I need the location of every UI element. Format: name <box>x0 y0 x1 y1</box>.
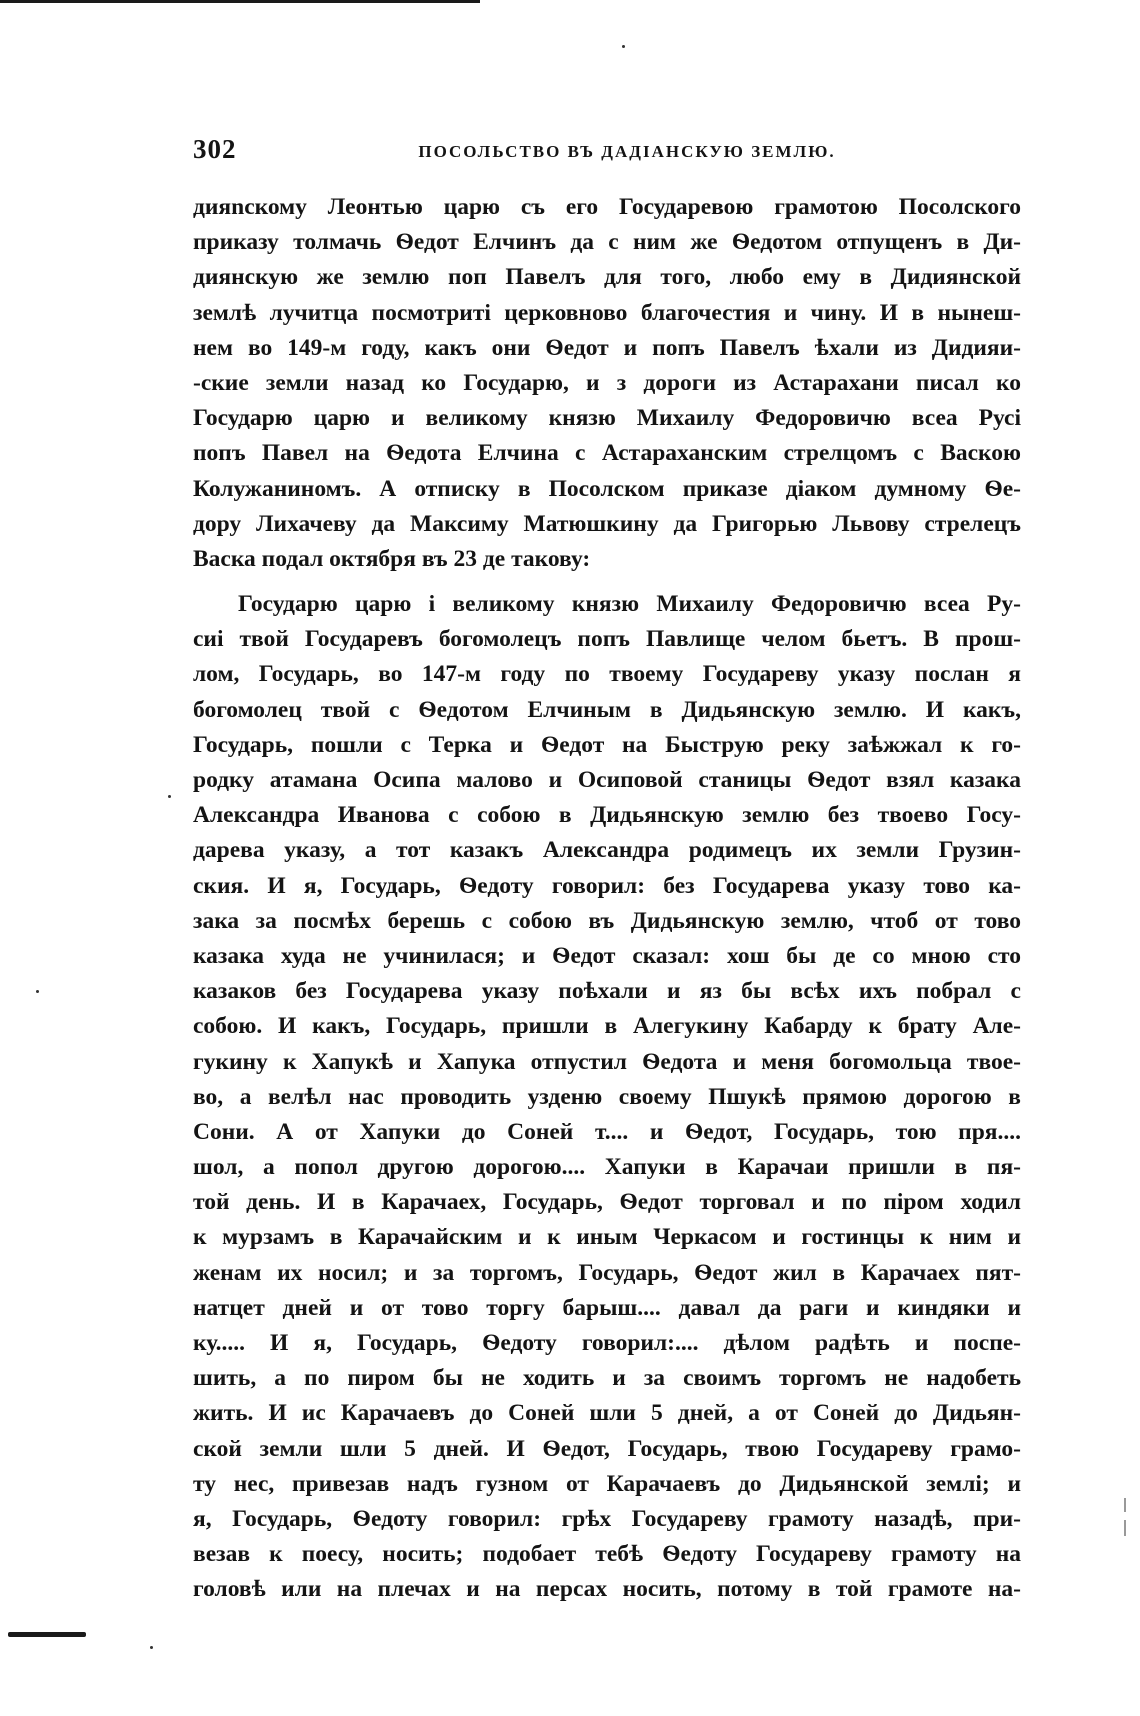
text-line: богомолец твой с Ѳедотом Елчиным в Дидьянскую землю. И какъ, <box>193 696 1021 723</box>
text-line: дияnскому Леонтью царю съ его Государевою грамотою Посолского <box>193 194 1021 220</box>
text-line: приказу толмачь Ѳедот Елчинъ да с ним же Ѳедотом отпущенъ в Ди- <box>193 229 1021 256</box>
text-line: ской земли шли 5 дней. И Ѳедот, Государь, твою Государеву грамо- <box>193 1435 1021 1462</box>
text-line: дору Лихачеву да Максиму Матюшкину да Григорью Львову стрелецъ <box>193 510 1021 537</box>
text-line: ку..... И я, Государь, Ѳедоту говорил:.... дѣлом радѣть и поспе- <box>193 1330 1021 1356</box>
text-line: шить, а по пиром бы не ходить и за своимъ торгомъ не надобеть <box>193 1365 1021 1392</box>
text-line: собою. И какъ, Государь, пришли в Алегукину Кабарду к брату Але- <box>193 1013 1021 1040</box>
scan-speck <box>168 795 171 798</box>
text-line: ския. И я, Государь, Ѳедоту говорил: без Государева указу тово ка- <box>193 872 1021 899</box>
text-line: зака за посмѣх берешь с собою въ Дидьянскую землю, чтоб от тово <box>193 907 1021 934</box>
text-line: сиі твой Государевъ богомолецъ попъ Павлище челом бьетъ. В прош- <box>193 626 1021 653</box>
text-line: ту нес, привезав надъ гузном от Карачаевъ до Дидьянской землі; и <box>193 1470 1021 1497</box>
text-line: к мурзамъ в Карачайским и к иным Черкасом и гостинцы к ним и <box>193 1224 1021 1251</box>
scan-speck <box>36 990 39 993</box>
text-line: Государю царю і великому князю Михаилу Федоровичю всеа Ру- <box>238 591 1021 618</box>
text-line: диянскую же землю поп Павелъ для того, любо ему в Дидиянской <box>193 264 1021 291</box>
scan-mark <box>1124 1498 1126 1512</box>
text-line: -ские земли назад ко Государю, и з дороги из Астарахани писал ко <box>193 369 1021 396</box>
text-line: гукину к Хапукѣ и Хапука отпустил Ѳедота и меня богомольца твое- <box>193 1048 1021 1075</box>
scan-mark <box>1124 1520 1126 1536</box>
text-line: Государю царю и великому князю Михаилу Федоровичю всеа Русі <box>193 405 1021 432</box>
text-line: головѣ или на плечах и на персах носить, потому в той грамоте на- <box>193 1576 1021 1603</box>
scan-speck <box>622 45 625 48</box>
text-line: родку атамана Осипа малово и Осиповой станицы Ѳедот взял казака <box>193 767 1021 793</box>
scan-mark-dash <box>8 1632 86 1637</box>
text-line: во, а велѣл нас проводить узденю своему Пшукѣ прямою дорогою в <box>193 1083 1021 1110</box>
paragraph-gap <box>193 577 1021 587</box>
text-line: нем во 149-м году, какъ они Ѳедот и попъ Павелъ ѣхали из Дидияи- <box>193 334 1021 361</box>
body-text <box>193 190 1021 1608</box>
text-line: казаков без Государева указу поѣхали и яз бы всѣх ихъ побрал с <box>193 978 1021 1005</box>
running-head: ПОСОЛЬСТВО ВЪ ДАДІАНСКУЮ ЗЕМЛЮ. <box>418 142 836 161</box>
text-line: Государь, пошли с Терка и Ѳедот на Быструю реку заѣжжал к го- <box>193 731 1021 758</box>
text-line: шол, а попол другою дорогою.... Хапуки в Карачаи пришли в пя- <box>193 1154 1021 1181</box>
text-line: Васка подал октября въ 23 де такову: <box>193 545 591 572</box>
text-line: той день. И в Карачаех, Государь, Ѳедот торговал и по піром ходил <box>193 1189 1021 1216</box>
page-number: 302 <box>193 134 237 164</box>
text-line: дарева указу, а тот казакъ Александра родимецъ их земли Грузин- <box>193 837 1021 864</box>
text-line: я, Государь, Ѳедоту говорил: грѣх Государеву грамоту назадѣ, при- <box>193 1505 1021 1532</box>
text-line: женам их носил; и за торгомъ, Государь, Ѳедот жил в Карачаех пят- <box>193 1259 1021 1286</box>
page-header <box>193 134 1021 174</box>
text-line: землѣ лучитца посмотриті церковново благочестия и чину. И в нынеш- <box>193 299 1021 326</box>
text-line: натцет дней и от тово торгу барыш.... давал да раги и киндяки и <box>193 1294 1021 1321</box>
text-line: попъ Павел на Ѳедота Елчина с Астараханским стрелцомъ с Васкою <box>193 440 1021 467</box>
text-line: лом, Государь, во 147-м году по твоему Государеву указу послан я <box>193 661 1021 688</box>
text-line: жить. И ис Карачаевъ до Соней шли 5 дней, а от Соней до Дидьян- <box>193 1400 1021 1427</box>
text-line: везав к поесу, носить; подобает тебѣ Ѳедоту Государеву грамоту на <box>193 1541 1021 1568</box>
text-line: казака худа не учинилася; и Ѳедот сказал: хош бы де со мною сто <box>193 942 1021 969</box>
text-line: Александра Иванова с собою в Дидьянскую землю без твоево Госу- <box>193 802 1021 829</box>
text-line: Колужаниномъ. А отписку в Посолском приказе діаком думному Ѳе- <box>193 475 1021 502</box>
scan-speck <box>150 1646 153 1649</box>
text-line: Сони. А от Хапуки до Соней т.... и Ѳедот, Государь, тою пря.... <box>193 1118 1021 1145</box>
top-rule <box>0 0 480 3</box>
